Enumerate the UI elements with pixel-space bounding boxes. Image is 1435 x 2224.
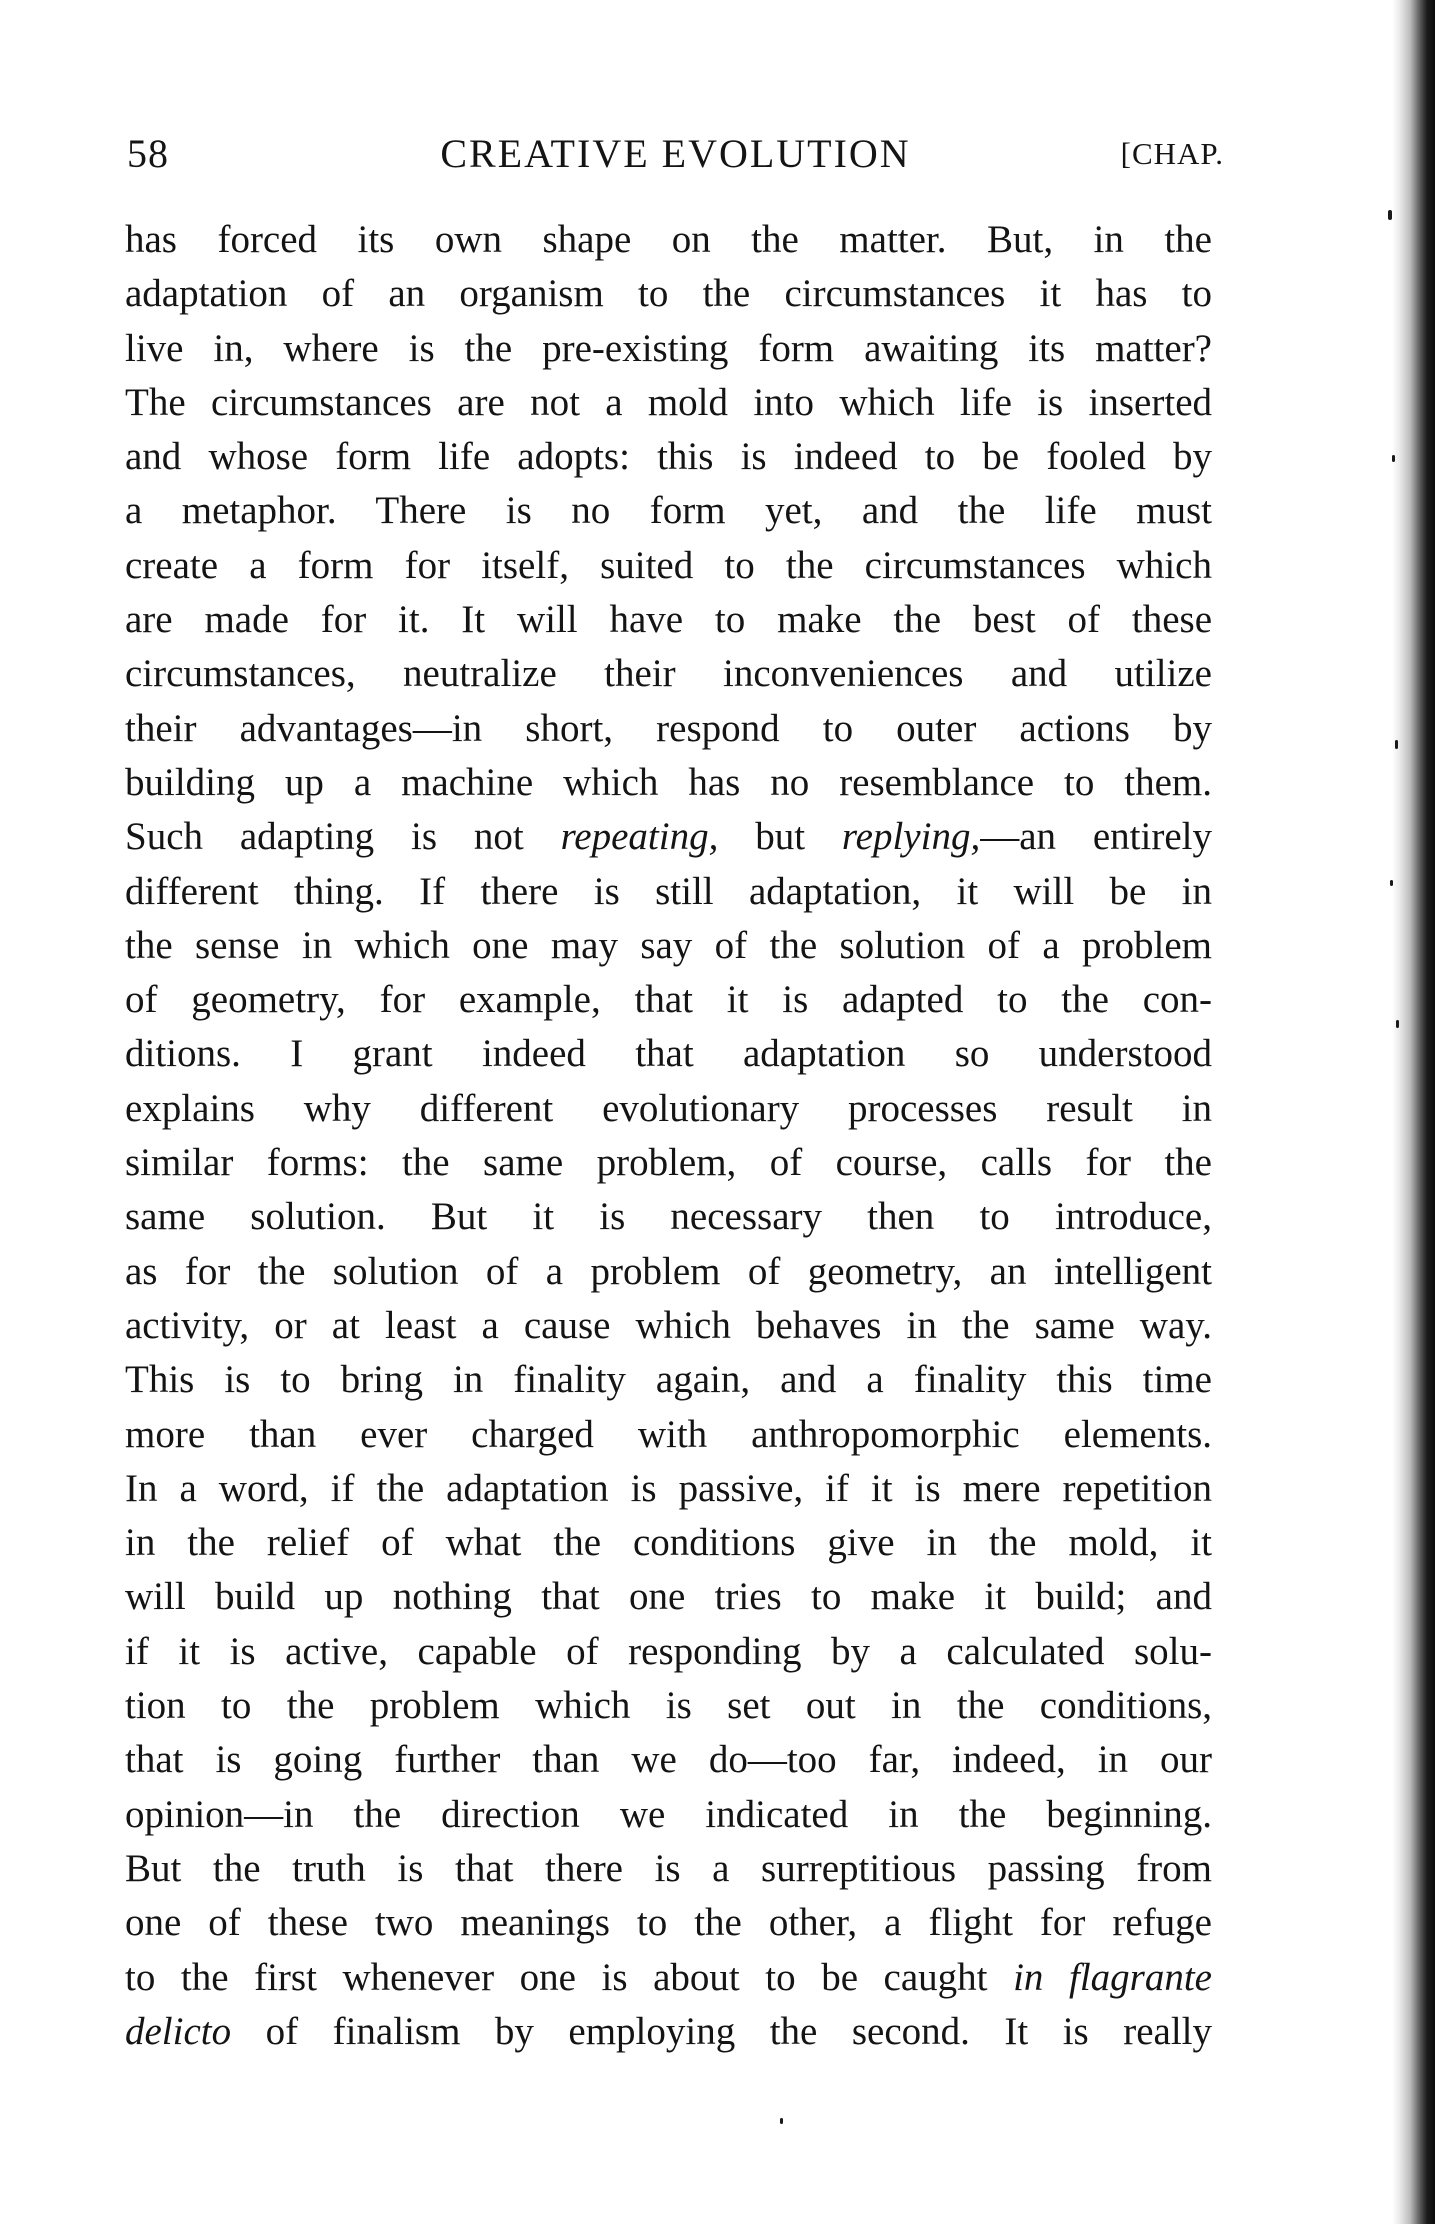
- text-line: in the relief of what the conditions give in the mold, it: [125, 1521, 1212, 1565]
- text-line: The circumstances are not a mold into which life is inserted: [125, 380, 1212, 424]
- text-line: one of these two meanings to the other, a flight for refuge: [125, 1901, 1212, 1945]
- scan-speck: [1390, 880, 1393, 886]
- text-line: that is going further than we do—too far, indeed, in our: [125, 1738, 1212, 1782]
- text-line: circumstances, neutralize their inconveniences and utilize: [125, 652, 1212, 696]
- text-line: live in, where is the pre-existing form awaiting its matter?: [125, 326, 1212, 370]
- text-line: a metaphor. There is no form yet, and the life must: [125, 489, 1212, 533]
- text-line: delicto of finalism by employing the second. It is really: [125, 2009, 1212, 2053]
- italic-text: repeating,: [560, 815, 719, 859]
- text-line: if it is active, capable of responding by a calculated solu-: [125, 1629, 1212, 1673]
- text-line: more than ever charged with anthropomorphic elements.: [125, 1412, 1212, 1456]
- text-line: create a form for itself, suited to the circumstances which: [125, 543, 1212, 587]
- text-line: different thing. If there is still adaptation, it will be in: [125, 869, 1212, 913]
- text-line: activity, or at least a cause which behaves in the same way.: [125, 1303, 1212, 1347]
- text-line: are made for it. It will have to make the best of these: [125, 598, 1212, 642]
- running-title: CREATIVE EVOLUTION: [440, 131, 911, 176]
- text-line: to the first whenever one is about to be caught in flagrante: [125, 1955, 1212, 1999]
- page-number: 58: [127, 131, 169, 176]
- text-line: explains why different evolutionary processes result in: [125, 1086, 1212, 1130]
- text-line: of geometry, for example, that it is adapted to the con-: [125, 978, 1212, 1022]
- text-line: adaptation of an organism to the circumstances it has to: [125, 272, 1212, 316]
- text-line: This is to bring in finality again, and a finality this time: [125, 1358, 1212, 1402]
- body-text: [125, 213, 1212, 2059]
- chapter-marker: [CHAP.: [1120, 136, 1224, 171]
- text-line: will build up nothing that one tries to make it build; and: [125, 1575, 1212, 1619]
- text-line: and whose form life adopts: this is indeed to be fooled by: [125, 435, 1212, 479]
- italic-text: delicto: [125, 2009, 232, 2053]
- text-line: same solution. But it is necessary then to introduce,: [125, 1195, 1212, 1239]
- text-line: building up a machine which has no resemblance to them.: [125, 760, 1212, 804]
- scan-speck: [1388, 210, 1392, 220]
- text-line: their advantages—in short, respond to outer actions by: [125, 706, 1212, 750]
- italic-text: in flagrante: [1013, 1955, 1212, 1999]
- text-line: ditions. I grant indeed that adaptation so understood: [125, 1032, 1212, 1076]
- text-line: similar forms: the same problem, of course, calls for the: [125, 1141, 1212, 1185]
- text-line: In a word, if the adaptation is passive, if it is mere repetition: [125, 1466, 1212, 1510]
- scan-speck: [1396, 1020, 1399, 1028]
- text-line: But the truth is that there is a surreptitious passing from: [125, 1846, 1212, 1890]
- text-line: opinion—in the direction we indicated in the beginning.: [125, 1792, 1212, 1836]
- text-line: has forced its own shape on the matter. But, in the: [125, 218, 1212, 261]
- scan-speck: [780, 2118, 783, 2124]
- page-gutter-shadow: [1384, 0, 1435, 2224]
- text-line: as for the solution of a problem of geometry, an intelligent: [125, 1249, 1212, 1293]
- text-line: the sense in which one may say of the solution of a problem: [125, 923, 1212, 967]
- text-line: tion to the problem which is set out in the conditions,: [125, 1684, 1212, 1728]
- scan-speck: [1392, 455, 1395, 462]
- text-line: Such adapting is not repeating, but replying,—an entirely: [125, 815, 1212, 859]
- scan-speck: [1395, 740, 1398, 749]
- running-head: [127, 124, 1224, 184]
- italic-text: replying,: [841, 815, 981, 859]
